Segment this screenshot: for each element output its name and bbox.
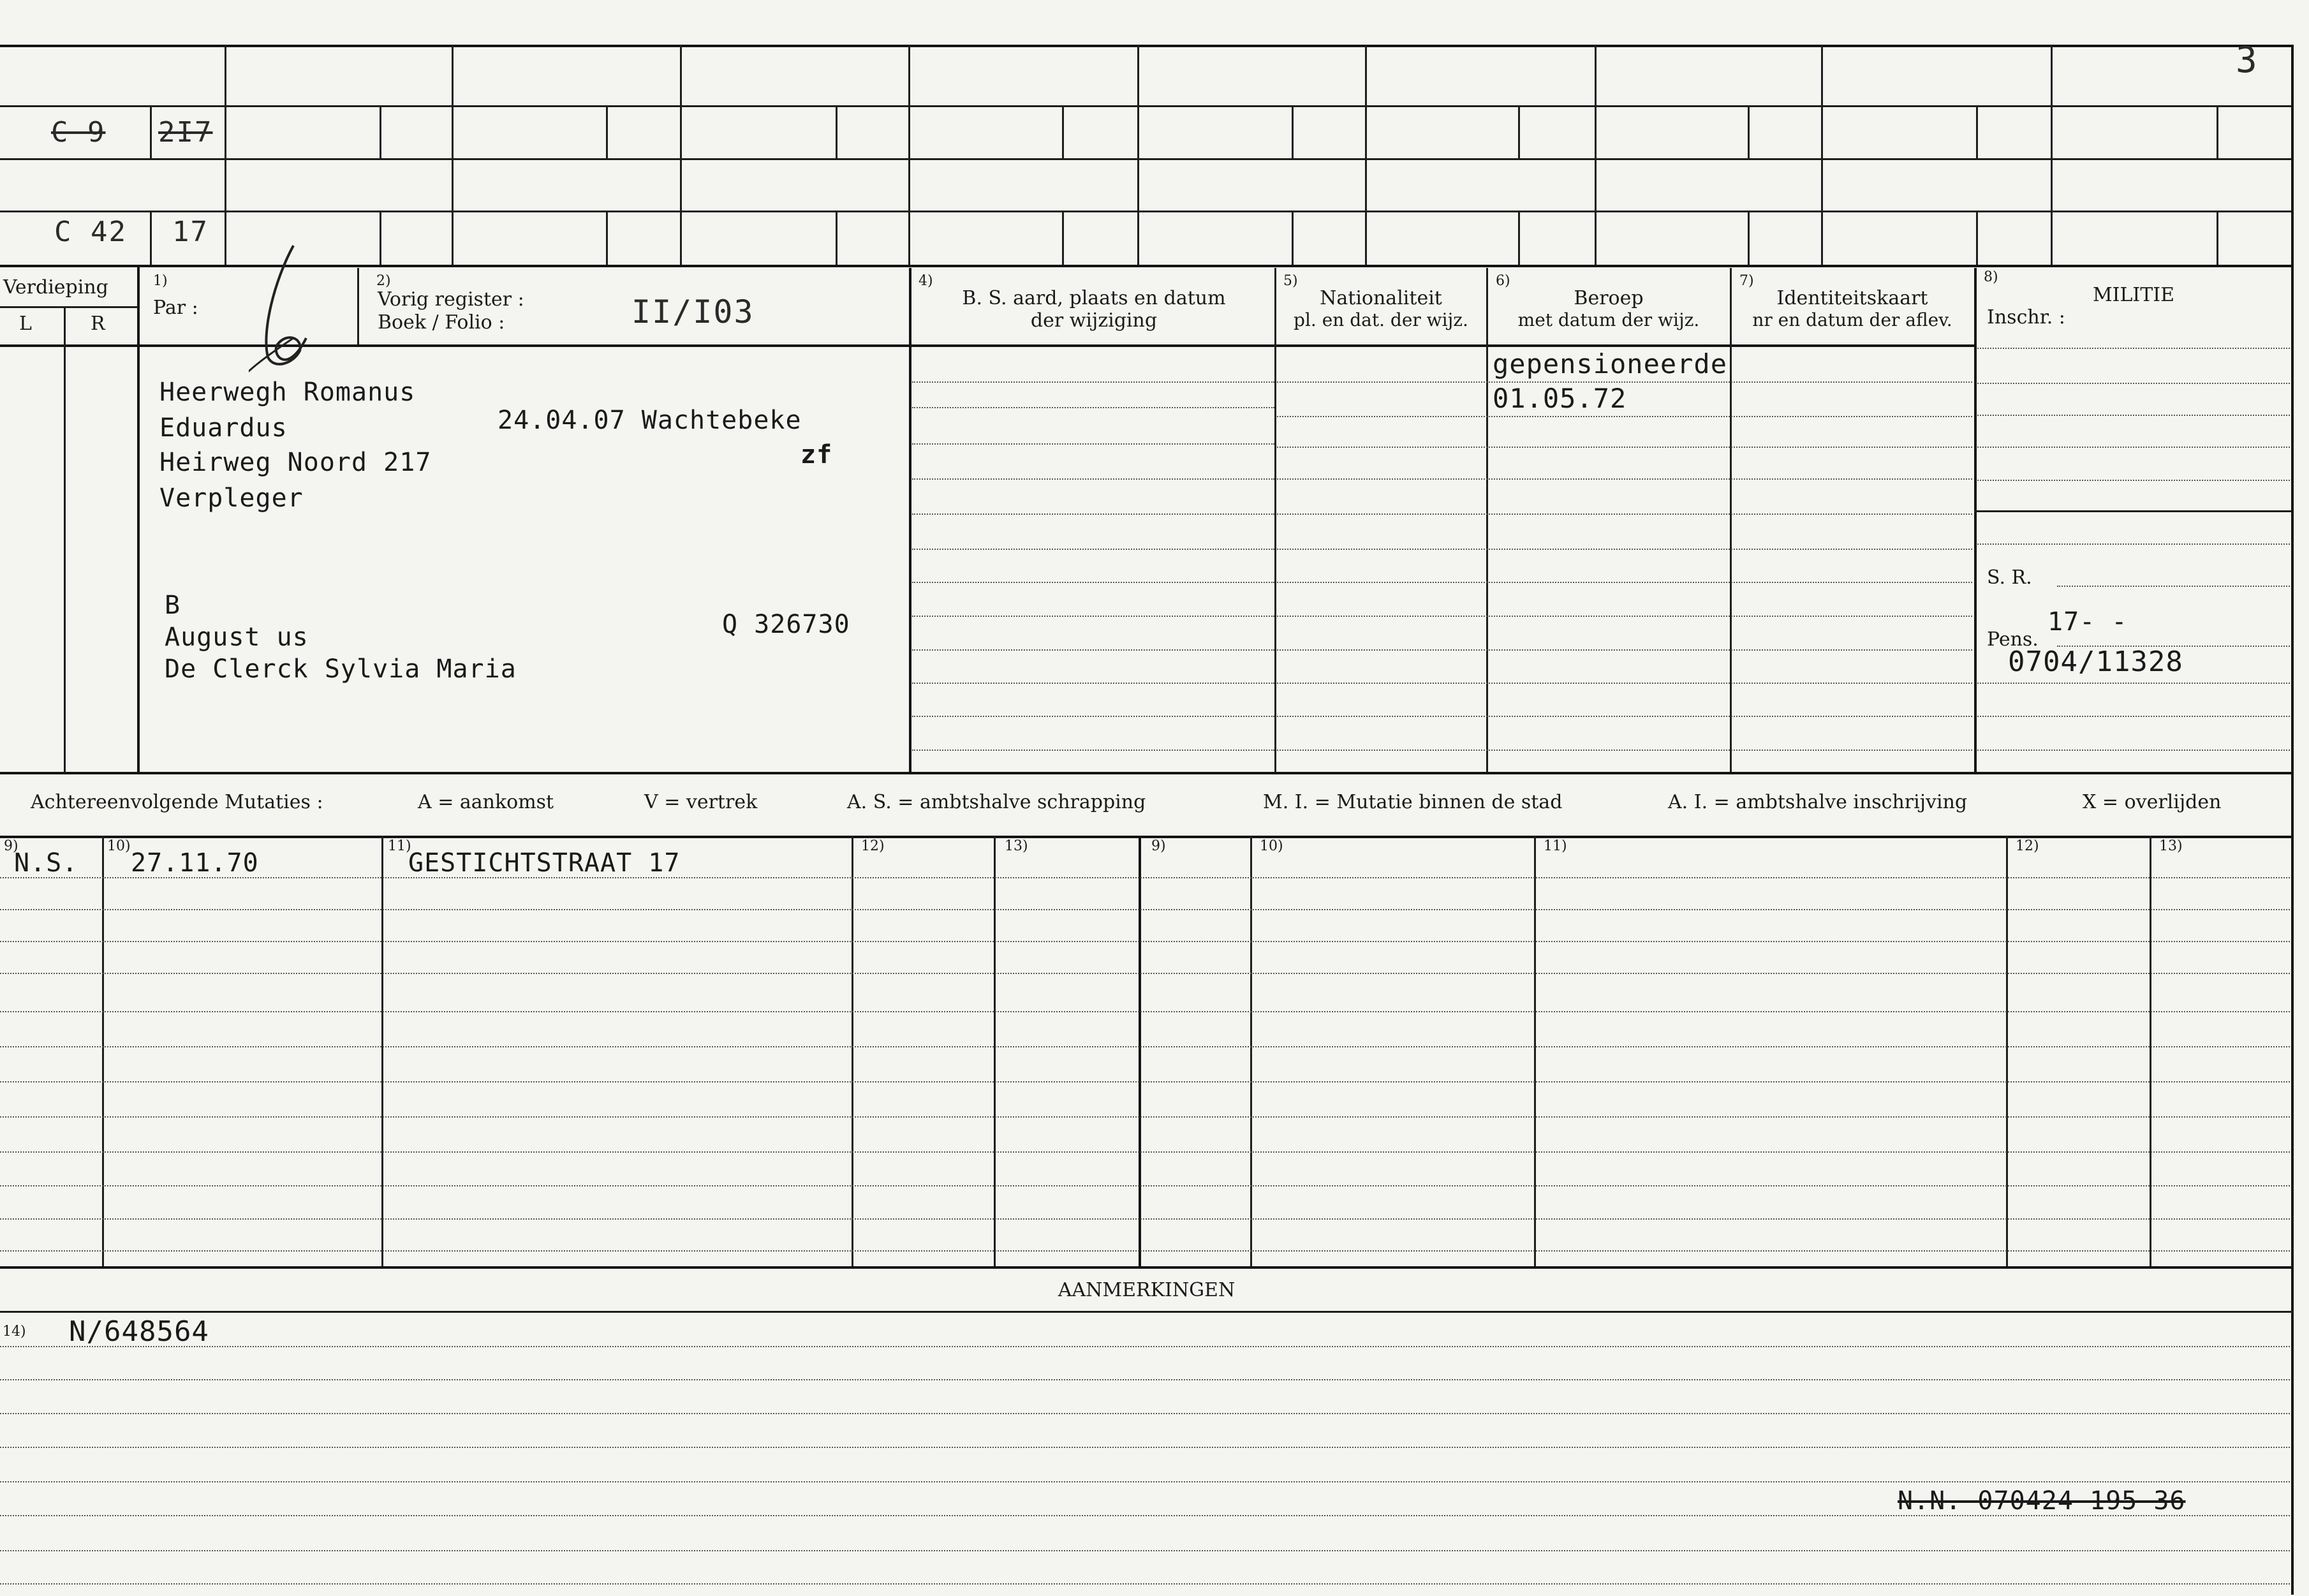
national-number: N.N. 070424 195 36 xyxy=(1898,1486,2186,1516)
floor-r-label: R xyxy=(91,313,105,335)
pens-value-2: 0704/11328 xyxy=(2008,646,2183,678)
spouse-mark: B xyxy=(165,591,181,620)
col-5-title-line2: pl. en dat. der wijz. xyxy=(1294,309,1468,330)
pens-label: Pens. xyxy=(1987,628,2039,651)
new-code: C 42 xyxy=(54,216,127,248)
legend-a: A = aankomst xyxy=(418,791,554,813)
mut-col-10b: 10) xyxy=(1260,838,1283,854)
col-6-title-line2: met datum der wijz. xyxy=(1517,309,1700,330)
inschr-label: Inschr. : xyxy=(1987,306,2065,329)
col-4-title-line1: B. S. aard, plaats en datum xyxy=(962,287,1226,309)
pens-value-1: 17- - xyxy=(2047,607,2128,637)
col-8-number: 8) xyxy=(1984,269,1998,285)
militie-label: MILITIE xyxy=(2092,284,2175,306)
col-4-number: 4) xyxy=(918,273,933,289)
col-5-number: 5) xyxy=(1283,273,1298,289)
person-occupation: Verpleger xyxy=(159,484,304,513)
vorig-register-label: Vorig register : xyxy=(378,288,524,311)
legend-title: Achtereenvolgende Mutaties : xyxy=(31,791,323,813)
spouse-name-line2: De Clerck Sylvia Maria xyxy=(165,654,517,684)
mutation-address: GESTICHTSTRAAT 17 xyxy=(408,848,681,878)
col-7-title-line2: nr en datum der aflev. xyxy=(1752,309,1952,330)
col-6-number: 6) xyxy=(1496,273,1510,289)
mut-col-9: 9) xyxy=(4,838,18,854)
old-code-number: 2I7 xyxy=(158,116,213,149)
remarks-title: AANMERKINGEN xyxy=(1058,1279,1236,1301)
legend-x: X = overlijden xyxy=(2083,791,2222,813)
person-mark: zf xyxy=(800,440,833,469)
old-code: C 9 xyxy=(51,116,106,149)
col-1-number: 1) xyxy=(153,273,168,289)
par-label: Par : xyxy=(153,297,198,319)
mut-col-13: 13) xyxy=(1005,838,1028,854)
legend-as: A. S. = ambtshalve schrapping xyxy=(847,791,1146,813)
mut-col-13b: 13) xyxy=(2159,838,2183,854)
id-number: Q 326730 xyxy=(722,610,850,639)
mutation-date: 27.11.70 xyxy=(131,848,259,878)
verdieping-label: Verdieping xyxy=(3,276,108,299)
person-name-line1: Heerwegh Romanus xyxy=(159,378,416,407)
person-name-line2: Eduardus xyxy=(159,413,288,443)
mut-col-11: 11) xyxy=(388,838,411,854)
mut-col-9b: 9) xyxy=(1151,838,1166,854)
person-address: Heirweg Noord 217 xyxy=(159,448,432,477)
legend-ai: A. I. = ambtshalve inschrijving xyxy=(1668,791,1968,813)
mut-col-10: 10) xyxy=(107,838,131,854)
sr-label: S. R. xyxy=(1987,566,2032,589)
col-6-title-line1: Beroep xyxy=(1574,287,1644,309)
col-7-number: 7) xyxy=(1739,273,1754,289)
legend-v: V = vertrek xyxy=(644,791,758,813)
col-7-title-line1: Identiteitskaart xyxy=(1776,287,1928,309)
beroep-value: gepensioneerde xyxy=(1493,348,1728,380)
beroep-date: 01.05.72 xyxy=(1493,383,1627,414)
mut-col-11b: 11) xyxy=(1544,838,1567,854)
legend-mi: M. I. = Mutatie binnen de stad xyxy=(1263,791,1563,813)
vorig-register-value: II/I03 xyxy=(631,293,755,330)
page-number: 3 xyxy=(2236,40,2259,81)
person-birth: 24.04.07 Wachtebeke xyxy=(498,406,802,435)
mut-col-12b: 12) xyxy=(2016,838,2039,854)
mutation-type: N.S. xyxy=(14,848,78,878)
spouse-name-line1: August us xyxy=(165,623,309,652)
col-5-title-line1: Nationaliteit xyxy=(1320,287,1442,309)
mut-col-12: 12) xyxy=(861,838,885,854)
remarks-number: 14) xyxy=(3,1324,26,1340)
boek-folio-label: Boek / Folio : xyxy=(378,311,505,334)
floor-l-label: L xyxy=(19,313,32,335)
col-4-title-line2: der wijziging xyxy=(1030,309,1158,332)
col-2-number: 2) xyxy=(376,273,391,289)
new-code-number: 17 xyxy=(172,216,209,248)
remarks-value: N/648564 xyxy=(69,1315,209,1348)
